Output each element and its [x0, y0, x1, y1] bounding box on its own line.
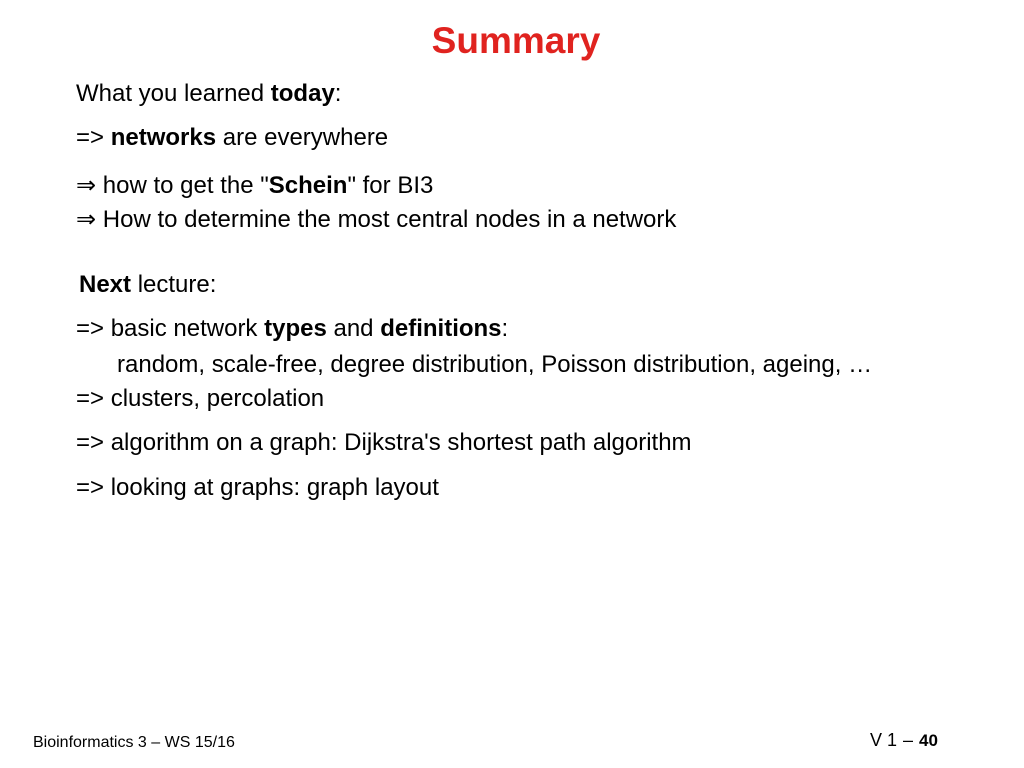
item-text: and	[326, 315, 381, 342]
next-item-network-types-detail: random, scale-free, degree distribution, Poisson distribution, ageing, …	[117, 351, 873, 378]
item-bold-text: networks	[110, 124, 217, 151]
footer-page-value: 40	[919, 731, 938, 750]
footer-lecture-label: V 1	[870, 730, 898, 750]
item-suffix: :	[501, 315, 509, 342]
item-bold-text: Schein	[268, 172, 348, 199]
item-prefix: =>	[76, 124, 111, 151]
item-text: how to get the "	[96, 172, 269, 199]
next-item-network-types	[76, 315, 508, 343]
item-bold-text: types	[264, 315, 327, 342]
item-bold-text: definitions	[380, 315, 502, 342]
learned-today-intro	[76, 80, 341, 108]
item-text: are everywhere	[216, 124, 389, 151]
heading-bold-text: Next	[79, 271, 132, 298]
item-text: => basic network	[76, 315, 265, 342]
footer-page-number	[870, 730, 938, 751]
next-item-dijkstra: => algorithm on a graph: Dijkstra's shortest path algorithm	[76, 429, 692, 456]
implies-arrow-icon: ⇒	[76, 206, 97, 233]
intro-text: What you learned	[76, 80, 271, 107]
next-item-graph-layout: => looking at graphs: graph layout	[76, 474, 439, 501]
summary-item-central-nodes	[76, 206, 676, 234]
item-suffix: " for BI3	[347, 172, 434, 199]
next-item-clusters: => clusters, percolation	[76, 385, 325, 412]
intro-suffix: :	[334, 80, 342, 107]
summary-item-networks	[76, 124, 388, 152]
footer-dash: –	[903, 730, 914, 750]
intro-bold-text: today	[270, 80, 335, 107]
footer-course-label: Bioinformatics 3 – WS 15/16	[33, 734, 235, 751]
next-lecture-heading	[79, 271, 216, 299]
slide-title: Summary	[431, 20, 601, 61]
summary-item-schein	[76, 172, 433, 200]
implies-arrow-icon: ⇒	[76, 172, 97, 199]
item-text: How to determine the most central nodes in a network	[96, 206, 677, 233]
heading-text: lecture:	[131, 271, 217, 298]
